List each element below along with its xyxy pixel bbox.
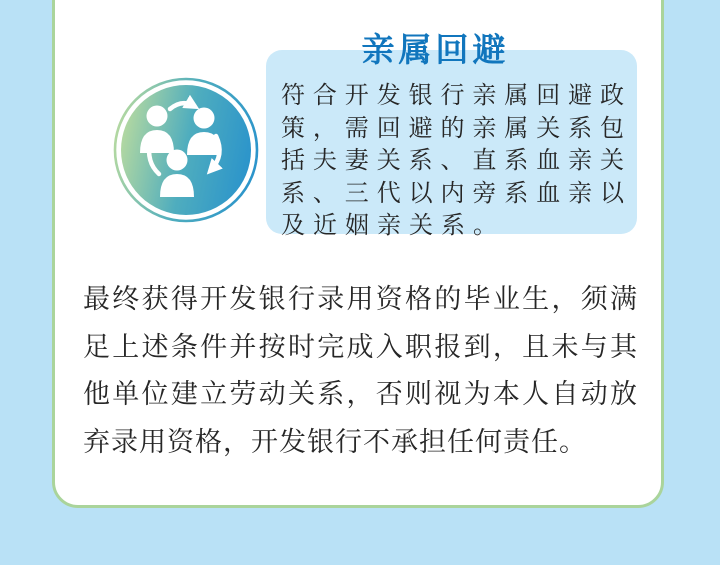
notice-text-line: 他单位建立劳动关系，否则视为本人自动放 <box>83 379 637 410</box>
section-title: 亲属回避 <box>361 30 510 69</box>
policy-text-line: 符合开发银行亲属回避政 <box>281 81 624 109</box>
policy-text-line: 系、三代以内旁系血亲以 <box>281 178 624 207</box>
notice-text-line: 足上述条件并按时完成入职报到，且未与其 <box>83 331 637 363</box>
notice-text-line: 弃录用资格，开发银行不承担任何责任。 <box>83 426 587 458</box>
policy-text-line: 及近姻亲关系。 <box>281 211 505 239</box>
notice-paragraph <box>83 276 637 466</box>
policy-text-line: 策，需回避的亲属关系包 <box>281 113 624 142</box>
policy-text-line: 括夫妻关系、直系血亲关 <box>281 146 624 174</box>
notice-text-line: 最终获得开发银行录用资格的毕业生，须满 <box>83 284 637 315</box>
policy-info-box <box>266 50 637 239</box>
people-rotation-icon <box>112 76 260 224</box>
people-rotation-svg <box>112 76 260 224</box>
